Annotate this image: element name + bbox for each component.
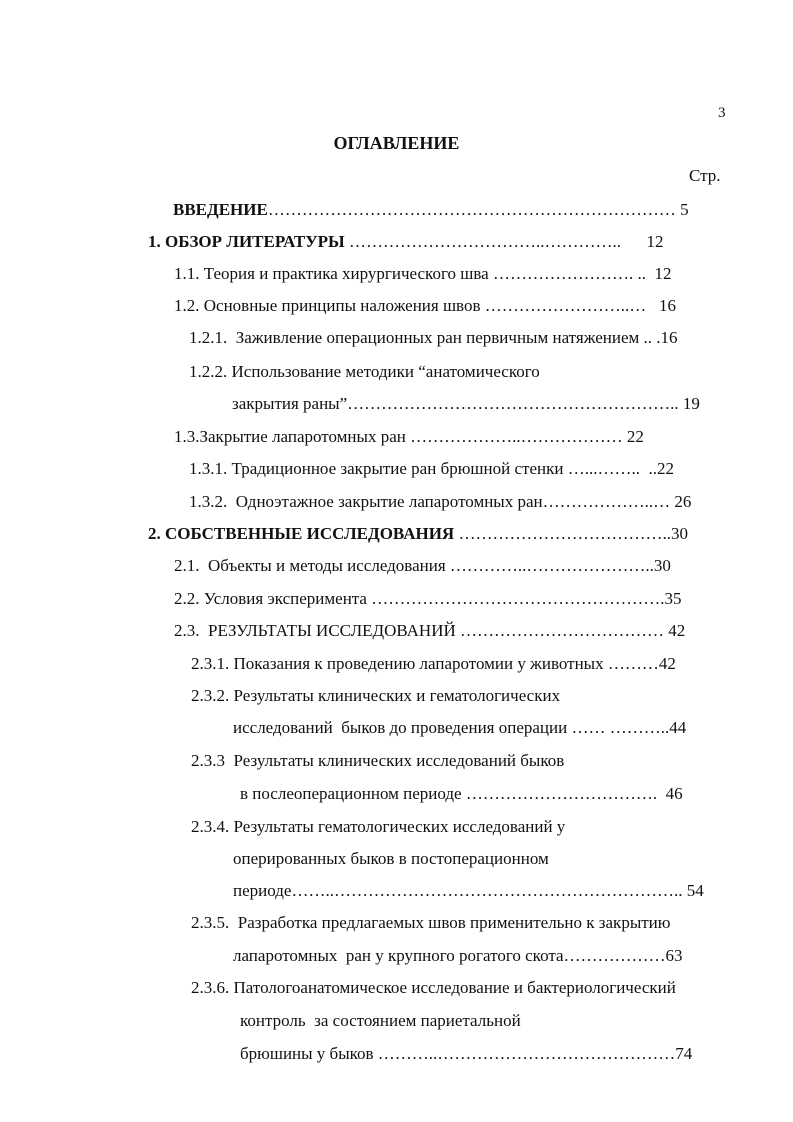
toc-entry: 1.3.1. Традиционное закрытие ран брюшной стенки …...…….. ..22 [189,459,674,478]
page-number: 3 [718,105,726,121]
toc-entry: 2.3.5. Разработка предлагаемых швов применительно к закрытию [191,913,671,932]
toc-entry: 2.3.2. Результаты клинических и гематологических [191,686,561,705]
toc-entry: 2.3.1. Показания к проведению лапаротомии у животных ………42 [191,654,676,673]
toc-entry-continuation: контроль за состоянием париетальной [240,1011,521,1030]
page-title: ОГЛАВЛЕНИЕ [333,133,460,153]
page-column-header: Стр. [689,166,721,185]
toc-entry [173,200,689,220]
toc-entry: 1.2.1. Заживление операционных ран первичным натяжением .. .16 [189,328,678,347]
toc-entry-leader: ………………………………..30 [454,524,688,543]
toc-entry: 1.3.2. Одноэтажное закрытие лапаротомных ран………………..… 26 [189,492,692,511]
toc-entry: 2.3.3 Результаты клинических исследований быков [191,751,565,770]
toc-entry-leader: ……………………………..………….. 12 [344,232,664,251]
toc-entry: 2.1. Объекты и методы исследования …………..…………………..30 [174,556,671,575]
toc-entry [148,524,688,544]
toc-entry-title: ВВЕДЕНИЕ [173,200,268,219]
toc-entry-continuation: закрытия раны”………………………………………………….. 19 [232,394,700,413]
toc-entry-title: 2. СОБСТВЕННЫЕ ИССЛЕДОВАНИЯ [148,524,455,543]
toc-entry: 2.2. Условия эксперимента …………………………………………….35 [174,589,682,608]
toc-entry-leader: ……………………………………………………………… 5 [267,200,689,219]
toc-entry: 1.2.2. Использование методики “анатомического [189,362,540,381]
toc-entry [148,232,664,252]
toc-entry-continuation: периоде……..…………………………………………………….. 54 [233,881,704,900]
toc-entry-title: 1. ОБЗОР ЛИТЕРАТУРЫ [148,232,345,251]
toc-entry: 2.3.4. Результаты гематологических исследований у [191,817,566,836]
toc-entry: 1.1. Теория и практика хирургического шва ……………………. .. 12 [174,264,672,283]
toc-entry-continuation: исследований быков до проведения операции …… ………..44 [233,718,687,737]
toc-entry: 2.3. РЕЗУЛЬТАТЫ ИССЛЕДОВАНИЙ ……………………………… 42 [174,621,686,640]
toc-entry-continuation: лапаротомных ран у крупного рогатого скота………………63 [233,946,683,965]
toc-entry: 1.3.Закрытие лапаротомных ран ………………..……………… 22 [174,427,644,446]
toc-entry: 2.3.6. Патологоанатомическое исследование и бактериологический [191,978,676,997]
toc-entry-continuation: в послеоперационном периоде ……………………………. 46 [240,784,683,803]
toc-entry-continuation: оперированных быков в постоперационном [233,849,549,868]
toc-entry: 1.2. Основные принципы наложения швов ……………………..… 16 [174,296,676,315]
toc-entry-continuation: брюшины у быков ………..……………………………………74 [240,1044,693,1063]
